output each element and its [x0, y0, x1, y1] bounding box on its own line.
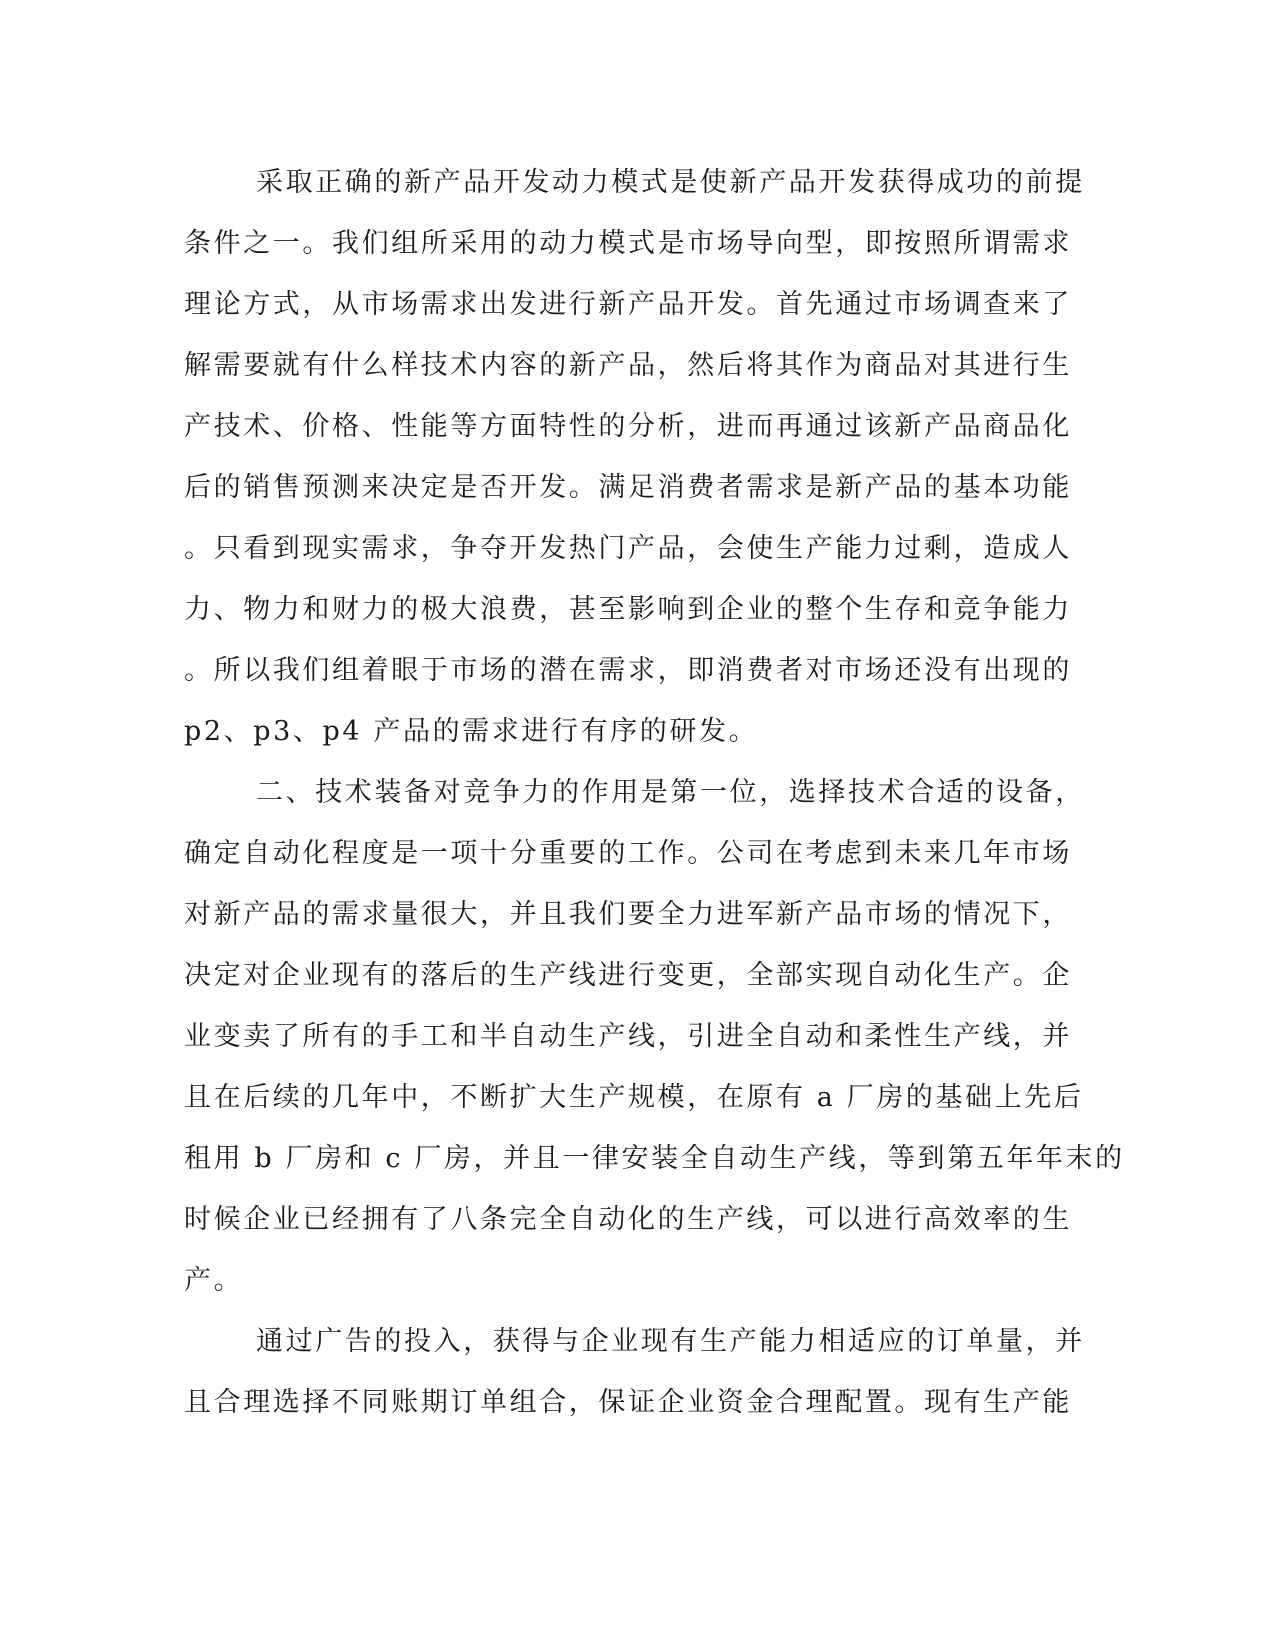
- text-line: 二、技术装备对竞争力的作用是第一位，选择技术合适的设备，: [256, 777, 1085, 808]
- text-line: 确定自动化程度是一项十分重要的工作。公司在考虑到未来几年市场: [184, 838, 1072, 869]
- text-line: 且合理选择不同账期订单组合，保证企业资金合理配置。现有生产能: [184, 1387, 1072, 1418]
- text-line: 条件之一。我们组所采用的动力模式是市场导向型，即按照所谓需求: [184, 228, 1072, 259]
- text-line: 产。: [184, 1265, 244, 1296]
- text-line: 理论方式，从市场需求出发进行新产品开发。首先通过市场调查来了: [184, 289, 1072, 320]
- text-line: 对新产品的需求量很大，并且我们要全力进军新产品市场的情况下，: [184, 899, 1072, 930]
- document-body: [184, 152, 1125, 1433]
- text-line: 解需要就有什么样技术内容的新产品，然后将其作为商品对其进行生: [184, 350, 1072, 381]
- text-line: 业变卖了所有的手工和半自动生产线，引进全自动和柔性生产线，并: [184, 1021, 1072, 1052]
- text-line: 决定对企业现有的落后的生产线进行变更，全部实现自动化生产。企: [184, 960, 1072, 991]
- text-line: 后的销售预测来决定是否开发。满足消费者需求是新产品的基本功能: [184, 472, 1072, 503]
- text-line: 时候企业已经拥有了八条完全自动化的生产线，可以进行高效率的生: [184, 1204, 1072, 1235]
- text-line: 产技术、价格、性能等方面特性的分析，进而再通过该新产品商品化: [184, 411, 1072, 442]
- text-line: p2、p3、p4 产品的需求进行有序的研发。: [184, 716, 759, 747]
- text-line: 采取正确的新产品开发动力模式是使新产品开发获得成功的前提: [256, 167, 1085, 198]
- text-line: 。所以我们组着眼于市场的潜在需求，即消费者对市场还没有出现的: [184, 655, 1072, 686]
- text-line: 且在后续的几年中，不断扩大生产规模，在原有 a 厂房的基础上先后: [184, 1082, 1084, 1113]
- text-line: 通过广告的投入，获得与企业现有生产能力相适应的订单量，并: [256, 1326, 1085, 1357]
- text-line: 。只看到现实需求，争夺开发热门产品，会使生产能力过剩，造成人: [184, 533, 1072, 564]
- text-line: 租用 b 厂房和 c 厂房，并且一律安装全自动生产线，等到第五年年末的: [184, 1143, 1125, 1174]
- text-line: 力、物力和财力的极大浪费，甚至影响到企业的整个生存和竞争能力: [184, 594, 1072, 625]
